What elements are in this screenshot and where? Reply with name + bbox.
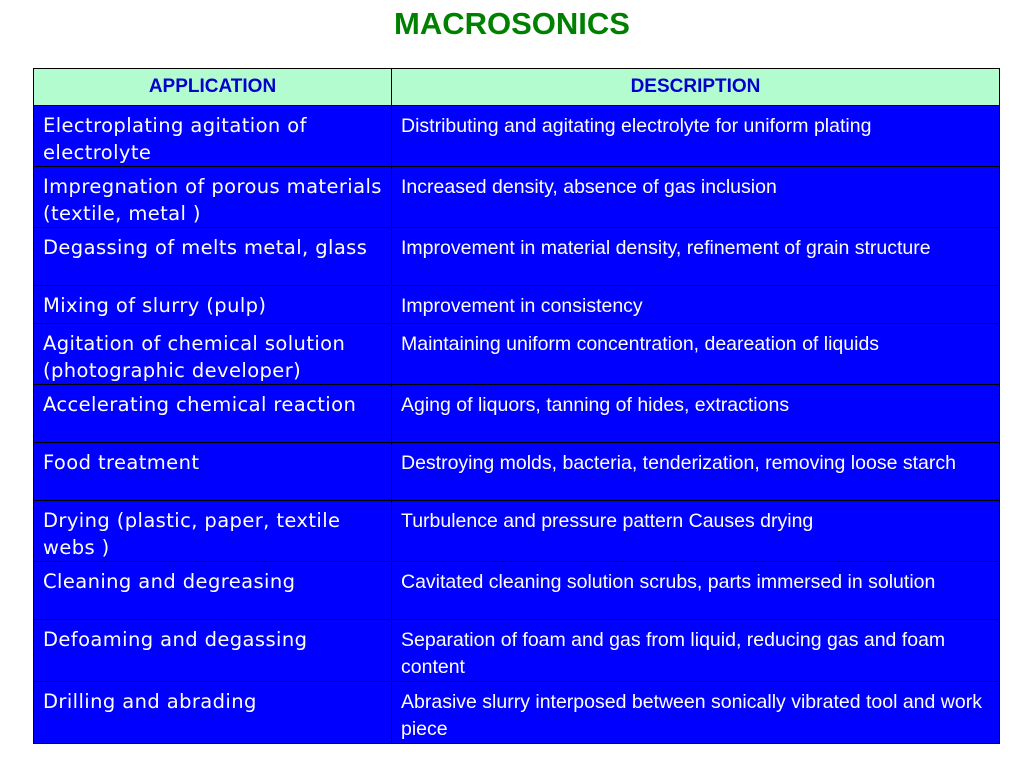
table-row (34, 286, 1000, 324)
table-row (34, 106, 1000, 167)
application-cell: Food treatment (34, 443, 392, 501)
application-cell: Drying (plastic, paper, textile webs ) (34, 501, 392, 562)
application-cell: Mixing of slurry (pulp) (34, 286, 392, 324)
description-cell: Aging of liquors, tanning of hides, extractions (392, 385, 1000, 443)
application-cell: Drilling and abrading (34, 682, 392, 744)
table-row (34, 324, 1000, 385)
description-cell: Destroying molds, bacteria, tenderization, removing loose starch (392, 443, 1000, 501)
table-row (34, 167, 1000, 228)
description-cell: Improvement in material density, refinement of grain structure (392, 228, 1000, 286)
table-row (34, 562, 1000, 620)
description-cell: Separation of foam and gas from liquid, reducing gas and foam content (392, 620, 1000, 682)
application-cell: Impregnation of porous materials (textile, metal ) (34, 167, 392, 228)
column-header-description: DESCRIPTION (392, 69, 1000, 106)
page-title: MACROSONICS (394, 6, 630, 41)
applications-table (33, 68, 1000, 744)
description-cell: Maintaining uniform concentration, deareation of liquids (392, 324, 1000, 385)
table-row (34, 501, 1000, 562)
table-row (34, 443, 1000, 501)
table-header-row (34, 69, 1000, 106)
application-cell: Degassing of melts metal, glass (34, 228, 392, 286)
description-cell: Distributing and agitating electrolyte for uniform plating (392, 106, 1000, 167)
description-cell: Improvement in consistency (392, 286, 1000, 324)
application-cell: Electroplating agitation of electrolyte (34, 106, 392, 167)
application-cell: Cleaning and degreasing (34, 562, 392, 620)
table-row (34, 620, 1000, 682)
column-header-application: APPLICATION (34, 69, 392, 106)
application-cell: Accelerating chemical reaction (34, 385, 392, 443)
table-row (34, 385, 1000, 443)
application-cell: Defoaming and degassing (34, 620, 392, 682)
application-cell: Agitation of chemical solution (photographic developer) (34, 324, 392, 385)
description-cell: Cavitated cleaning solution scrubs, parts immersed in solution (392, 562, 1000, 620)
table-row (34, 682, 1000, 744)
description-cell: Increased density, absence of gas inclusion (392, 167, 1000, 228)
description-cell: Turbulence and pressure pattern Causes drying (392, 501, 1000, 562)
table-row (34, 228, 1000, 286)
description-cell: Abrasive slurry interposed between sonically vibrated tool and work piece (392, 682, 1000, 744)
